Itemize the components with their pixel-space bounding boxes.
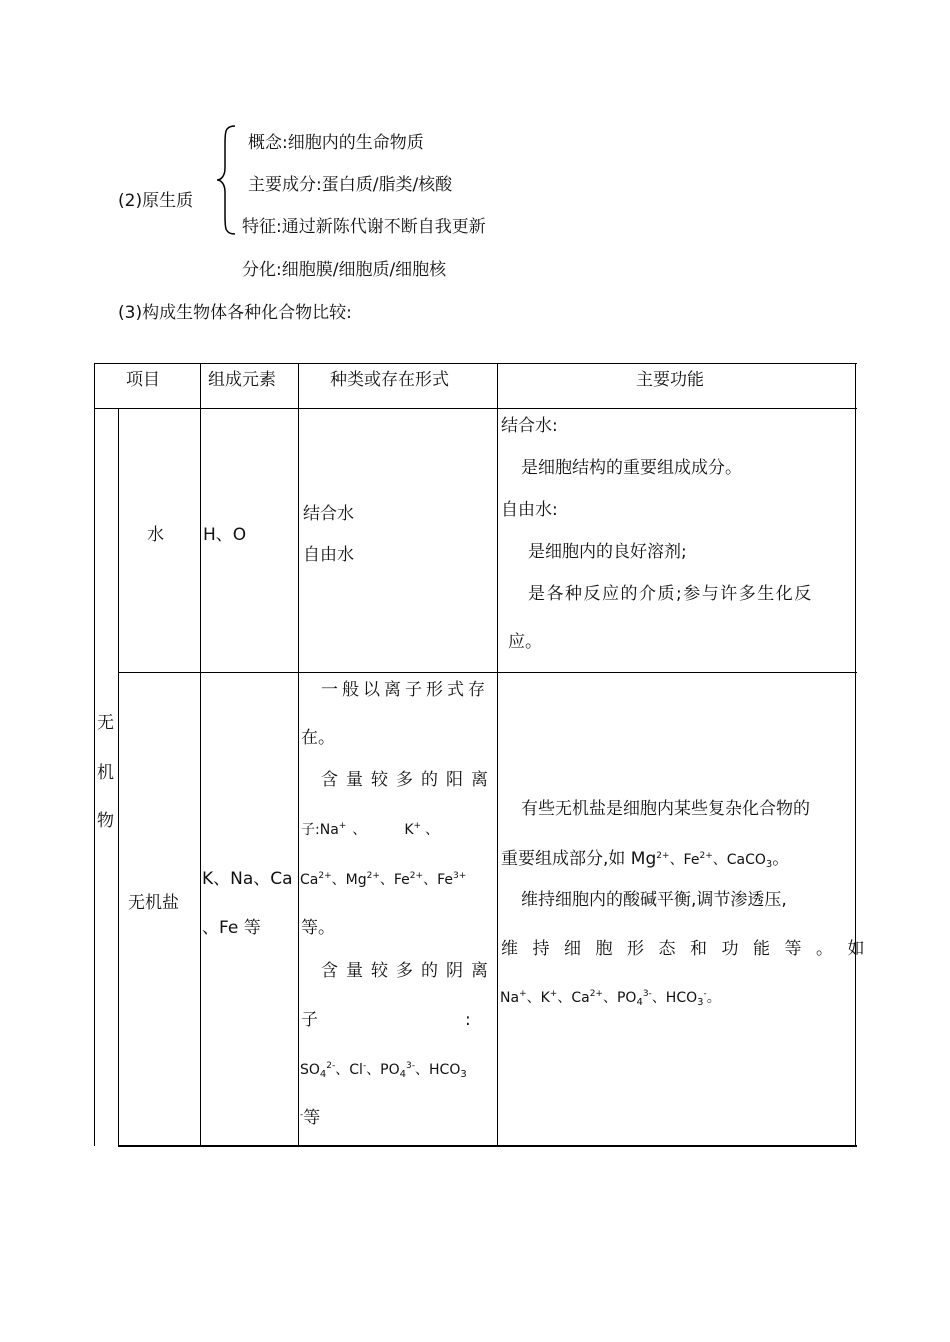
salt-form-line: 等。 bbox=[301, 918, 335, 938]
table-border bbox=[118, 1145, 857, 1147]
salt-elements: 、Fe 等 bbox=[202, 918, 261, 938]
group-label: 物 bbox=[97, 811, 114, 831]
table-border bbox=[855, 363, 856, 1146]
water-name: 水 bbox=[147, 525, 164, 545]
water-function: 是细胞内的良好溶剂; bbox=[528, 542, 687, 562]
header-elements: 组成元素 bbox=[208, 370, 276, 390]
table-border bbox=[118, 408, 119, 1146]
salt-form-line: 含量较多的阴离 bbox=[321, 961, 496, 981]
water-form: 自由水 bbox=[303, 545, 354, 565]
salt-function-line: 维持细胞内的酸碱平衡,调节渗透压, bbox=[521, 890, 787, 910]
salt-function-line: 重要组成部分,如 $Mg^{2+}$、$Fe^{2+}$、CaCO$_3$。 bbox=[501, 849, 790, 870]
salt-form-line: 子 bbox=[301, 1010, 318, 1030]
salt-form-line: $SO_4^{2-}$、Cl-、$PO_4^{3-}$、$HCO_3$ bbox=[300, 1061, 467, 1080]
table-border bbox=[200, 363, 201, 1146]
section2-item: 主要成分:蛋白质/脂类/核酸 bbox=[248, 175, 453, 195]
header-functions: 主要功能 bbox=[636, 370, 704, 390]
section2-item: 特征:通过新陈代谢不断自我更新 bbox=[242, 217, 486, 237]
salt-form-line: 子:Na+ 、 K+ 、 bbox=[301, 821, 440, 838]
table-border bbox=[298, 363, 299, 1146]
table-border bbox=[94, 408, 857, 409]
table-border bbox=[94, 363, 857, 364]
group-label: 机 bbox=[97, 763, 114, 783]
section2-label: (2)原生质 bbox=[118, 191, 194, 211]
salt-function-line: 维持细胞形态和功能等。如 bbox=[501, 939, 879, 959]
salt-function-line: 有些无机盐是细胞内某些复杂化合物的 bbox=[521, 799, 810, 819]
water-elements: H、O bbox=[203, 525, 247, 545]
group-label: 无 bbox=[97, 713, 114, 733]
salt-form-line: $Ca^{2+}$、$Mg^{2+}$、$Fe^{2+}$、$Fe^{3+}$ bbox=[300, 871, 467, 888]
table-border bbox=[94, 363, 95, 1146]
water-function: 结合水: bbox=[501, 416, 558, 436]
salt-name: 无机盐 bbox=[128, 893, 179, 913]
salt-form-line: : bbox=[465, 1010, 471, 1030]
water-function: 自由水: bbox=[501, 500, 558, 520]
table-border bbox=[497, 363, 498, 1146]
water-form: 结合水 bbox=[303, 504, 354, 524]
header-item: 项目 bbox=[126, 370, 160, 390]
water-function: 是各种反应的介质;参与许多生化反 bbox=[528, 584, 813, 604]
salt-form-line: 在。 bbox=[301, 728, 335, 748]
salt-elements: K、Na、Ca bbox=[202, 869, 293, 889]
table-border bbox=[118, 672, 857, 673]
section2-item: 概念:细胞内的生命物质 bbox=[248, 133, 424, 153]
salt-form-line: 一般以离子形式存 bbox=[321, 680, 489, 700]
salt-form-line: -等 bbox=[300, 1108, 321, 1128]
salt-form-line: 含量较多的阳离 bbox=[321, 770, 496, 790]
water-function: 应。 bbox=[508, 632, 542, 652]
water-function: 是细胞结构的重要组成成分。 bbox=[521, 458, 742, 478]
salt-function-line: Na+、K+、$Ca^{2+}$、$PO_4^{3-}$、$HCO_3^-$。 bbox=[500, 989, 721, 1008]
section2-item: 分化:细胞膜/细胞质/细胞核 bbox=[242, 260, 447, 280]
brace-icon bbox=[215, 124, 239, 236]
section3-label: (3)构成生物体各种化合物比较: bbox=[118, 303, 352, 323]
header-forms: 种类或存在形式 bbox=[330, 370, 449, 390]
